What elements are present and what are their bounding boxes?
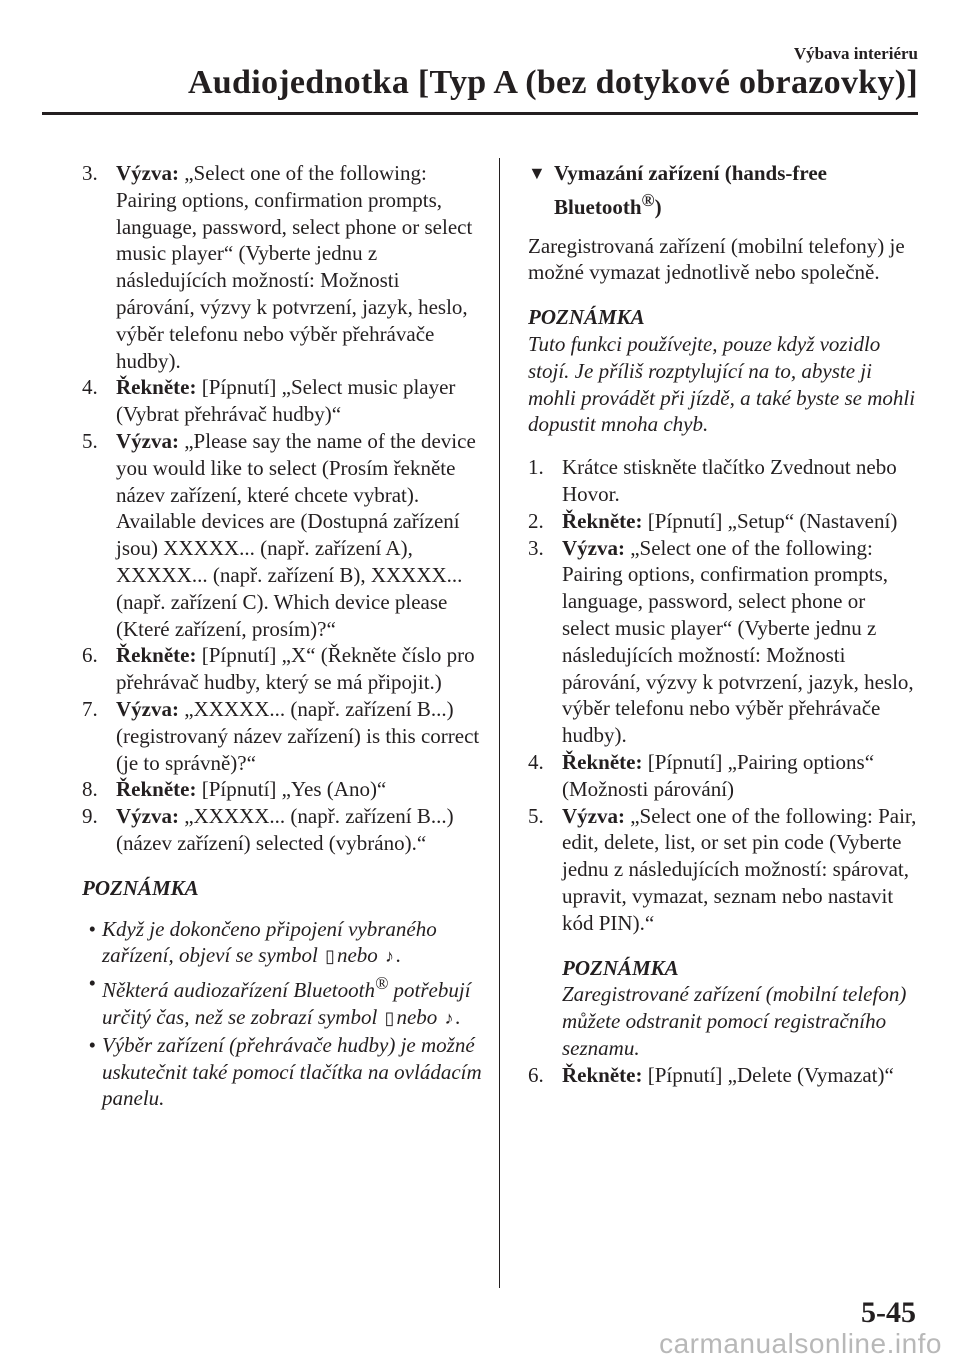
- step-3: [82, 160, 482, 374]
- triangle-down-icon: ▼: [528, 163, 546, 183]
- bullet-or: nebo: [336, 943, 378, 968]
- step-body: [116, 642, 482, 696]
- heading-end: ): [654, 194, 662, 219]
- step-label: Výzva:: [562, 803, 625, 828]
- step-number: 6.: [82, 643, 98, 668]
- bullet-text: Výběr zařízení (přehrávače hudby) je možné uskutečnit také pomocí tlačítka na ovládacím panelu.: [102, 1032, 482, 1111]
- step-text: [Pípnutí] „Pairing options“ (Možnosti párování): [562, 749, 875, 801]
- intro-paragraph: Zaregistrovaná zařízení (mobilní telefony) je možné vymazat jednotlivě nebo společně.: [528, 233, 905, 285]
- step-body: [562, 454, 918, 508]
- note-heading: POZNÁMKA: [562, 955, 679, 980]
- step-number: 3.: [82, 161, 98, 185]
- step-text: [Pípnutí] „Select music player (Vybrat přehrávač hudby)“: [116, 375, 456, 427]
- step-body: [116, 776, 482, 803]
- step-7: [82, 696, 482, 776]
- step-body: [562, 1062, 918, 1089]
- step-label: Výzva:: [116, 804, 179, 829]
- step-2: [528, 508, 918, 535]
- right-steps: [528, 454, 918, 936]
- step-8: [82, 776, 482, 803]
- music-note-icon: ♪: [385, 946, 395, 967]
- page-title: Audiojednotka [Typ A (bez dotykové obrazovky)]: [187, 64, 918, 101]
- step-9: [82, 803, 482, 857]
- step-text: [Pípnutí] „X“ (Řekněte číslo pro přehrávač hudby, který se má připojit.): [116, 643, 475, 695]
- bullet-end: .: [455, 1004, 461, 1029]
- left-column: [82, 160, 482, 1112]
- step-text: Krátce stiskněte tlačítko Zvednout nebo Hovor.: [562, 455, 897, 506]
- step-body: [116, 160, 482, 374]
- step-label: Výzva:: [562, 535, 625, 560]
- step-5: [528, 803, 918, 937]
- bullet-dot: •: [88, 971, 96, 996]
- step-number: 3.: [528, 535, 544, 560]
- header-section-label: Výbava interiéru: [793, 44, 918, 63]
- step-body: [116, 428, 482, 642]
- note-heading: POZNÁMKA: [528, 305, 645, 330]
- inline-note: [528, 955, 918, 1062]
- phone-icon: ▯: [384, 1007, 395, 1028]
- bullet-text-part: potřebují určitý čas, než se zobrazí symbol: [102, 978, 471, 1029]
- step-number: 5.: [528, 803, 544, 828]
- step-number: 9.: [82, 804, 98, 829]
- step-5: [82, 428, 482, 642]
- step-label: Řekněte:: [562, 508, 643, 533]
- step-text: „Select one of the following: Pairing options, confirmation prompts, language, password, select phone or select music player“ (Vyberte jednu z následujících možností: Možnosti párování, výzvy k potvrzení, jazyk, heslo, výběr telefonu nebo výběr přehrávače hudby).: [562, 535, 914, 748]
- heading-text: Vymazání zařízení (hands-free Bluetooth: [554, 161, 827, 219]
- step-label: Výzva:: [116, 161, 179, 185]
- registered-mark: ®: [374, 973, 389, 994]
- step-body: [562, 508, 918, 535]
- step-text: „Please say the name of the device you would like to select (Prosím řekněte název zařízení, které chcete vybrat). Available devices are (Dostupná zařízení jsou) XXXXX... (např. zařízení A), XXXXX... (např. zařízení B), XXXXX... (např. zařízení C). Which device please (Které zařízení, prosím)?“: [116, 428, 476, 641]
- step-label: Řekněte:: [116, 375, 197, 400]
- bullet-end: .: [396, 943, 402, 968]
- step-text: „XXXXX... (např. zařízení B...) (název zařízení) selected (vybráno).“: [116, 804, 454, 855]
- music-note-icon: ♪: [444, 1007, 454, 1028]
- step-body: [116, 696, 482, 776]
- registered-mark: ®: [641, 189, 655, 210]
- step-label: Výzva:: [116, 696, 179, 721]
- step-4: [82, 374, 482, 428]
- step-text: [Pípnutí] „Setup“ (Nastavení): [642, 508, 898, 533]
- bullet-dot: •: [88, 916, 96, 941]
- bullet-text-part: Některá audiozařízení Bluetooth: [102, 978, 375, 1003]
- note-bullets: [82, 916, 482, 1113]
- step-3: [528, 535, 918, 749]
- step-number: 1.: [528, 455, 544, 480]
- note-bullet: [82, 1032, 482, 1112]
- step-label: Řekněte:: [562, 749, 643, 774]
- step-number: 8.: [82, 777, 98, 802]
- step-body: [562, 803, 918, 937]
- note-heading: POZNÁMKA: [82, 875, 199, 900]
- step-body: [562, 535, 918, 749]
- step-label: Řekněte:: [562, 1062, 643, 1087]
- step-label: Řekněte:: [116, 777, 197, 802]
- step-text: [Pípnutí] „Yes (Ano)“: [196, 777, 387, 802]
- step-6: [528, 1062, 918, 1089]
- bullet-text-part: Když je dokončeno připojení vybraného zařízení, objeví se symbol: [102, 916, 437, 968]
- column-divider: [499, 158, 500, 1288]
- step-number: 6.: [528, 1062, 544, 1087]
- page-number: 5-45: [861, 1296, 916, 1329]
- step-text: „Select one of the following: Pair, edit, delete, list, or set pin code (Vyberte jednu z následujících možností: spárovat, upravit, vymazat, seznam nebo nastavit kód PIN).“: [562, 803, 917, 935]
- step-number: 7.: [82, 696, 98, 721]
- step-number: 4.: [82, 375, 98, 400]
- bullet-text: [102, 970, 482, 1032]
- bullet-dot: •: [88, 1032, 96, 1057]
- step-label: Výzva:: [116, 428, 179, 453]
- step-number: 5.: [82, 428, 98, 453]
- step-4: [528, 749, 918, 803]
- step-number: 4.: [528, 749, 544, 774]
- right-column: [528, 160, 918, 1089]
- watermark: carmanualsonline.info: [659, 1328, 942, 1359]
- section-heading: [528, 160, 918, 221]
- step-text: „XXXXX... (např. zařízení B...) (registrovaný název zařízení) is this correct (je to správně)?“: [116, 696, 480, 775]
- step-body: [562, 749, 918, 803]
- step-body: [116, 374, 482, 428]
- section-heading-text: [554, 160, 918, 221]
- note-bullet: [82, 916, 482, 971]
- note-bullet: [82, 970, 482, 1032]
- note-text: Zaregistrované zařízení (mobilní telefon) můžete odstranit pomocí registračního seznamu.: [562, 982, 907, 1060]
- bullet-text: [102, 916, 482, 971]
- step-label: Řekněte:: [116, 643, 197, 668]
- step-number: 2.: [528, 508, 544, 533]
- step-1: [528, 454, 918, 508]
- header-rule: [42, 112, 918, 115]
- phone-icon: ▯: [325, 946, 335, 967]
- step-text: „Select one of the following: Pairing options, confirmation prompts, language, password, select phone or select music player“ (Vyberte jednu z následujících možností: Možnosti párování, výzvy k potvrzení, jazyk, heslo, výběr telefonu nebo výběr přehrávače hudby).: [116, 161, 473, 373]
- step-6: [82, 642, 482, 696]
- note-text: Tuto funkci používejte, pouze když vozidlo stojí. Je příliš rozptylující na to, abyste ji mohli provádět při jízdě, a také byste se mohli dopustit mnoha chyb.: [528, 331, 916, 437]
- step-body: [116, 803, 482, 857]
- bullet-or: nebo: [396, 1004, 438, 1029]
- step-text: [Pípnutí] „Delete (Vymazat)“: [642, 1062, 894, 1087]
